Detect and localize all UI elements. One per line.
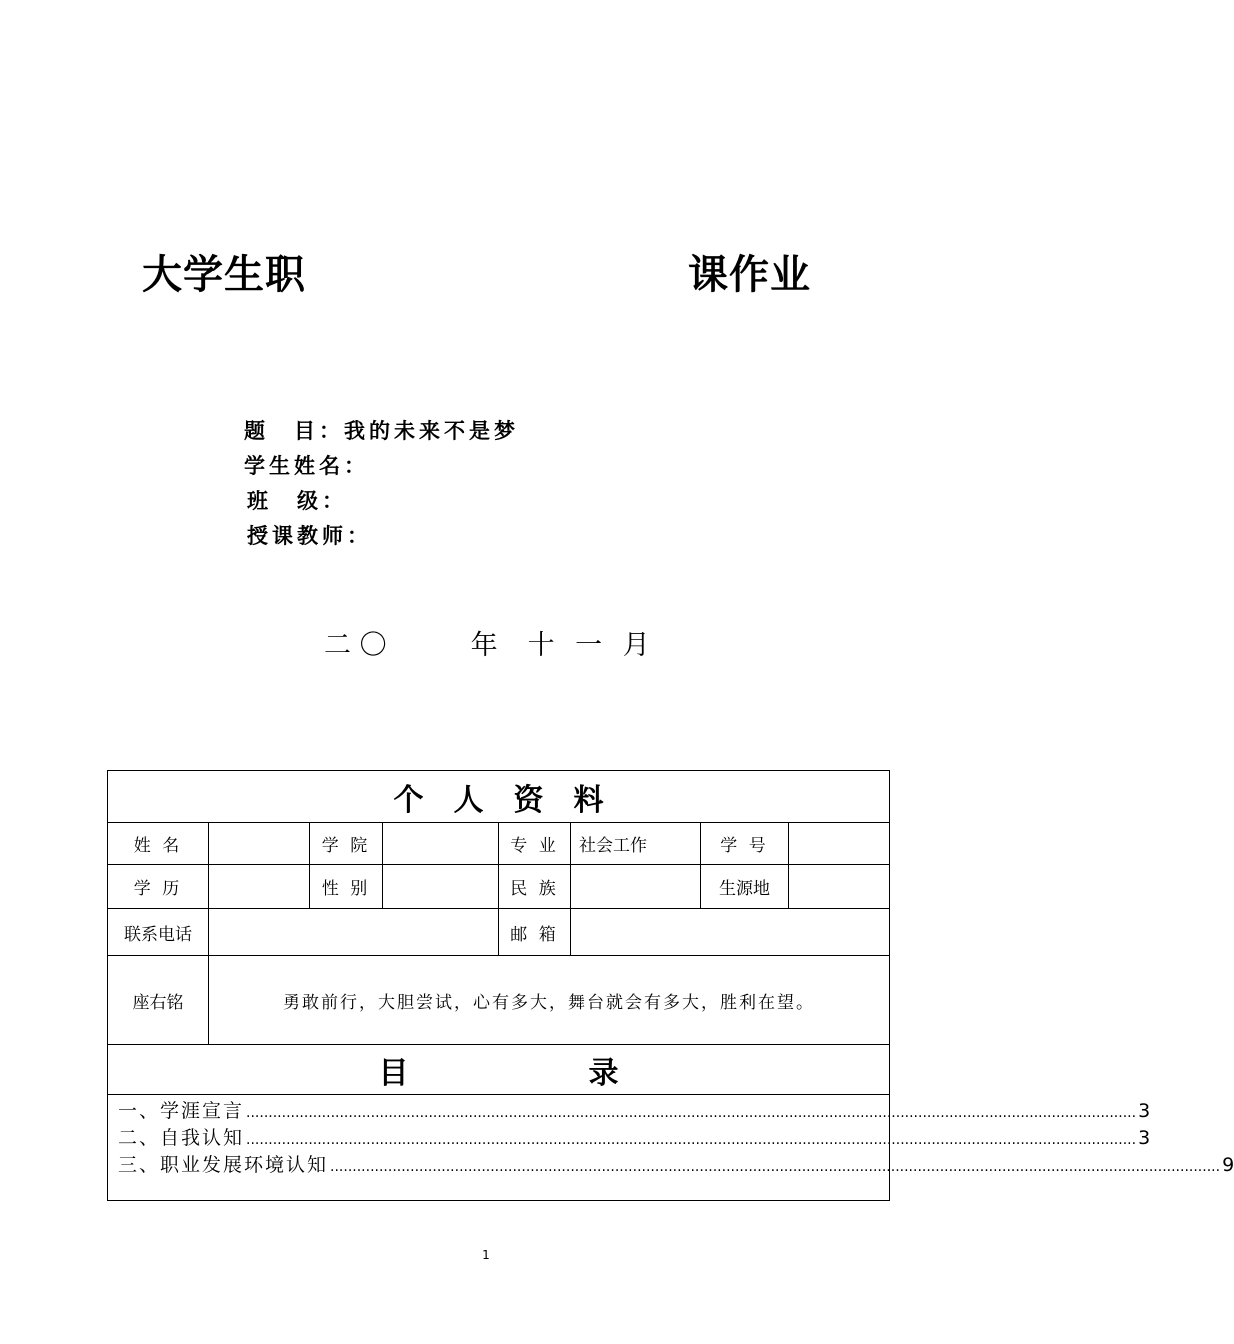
class-label: 班 级： bbox=[247, 489, 347, 513]
toc-entry-label: 三、职业发展环境认知 bbox=[118, 1154, 329, 1176]
phone-label: 联系电话 bbox=[108, 909, 209, 956]
student-name-label: 学生姓名： bbox=[244, 454, 369, 478]
toc-entry-label: 二、自我认知 bbox=[118, 1127, 245, 1149]
motto-value: 勇敢前行，大胆尝试，心有多大，舞台就会有多大，胜利在望。 bbox=[209, 956, 890, 1045]
email-label: 邮 箱 bbox=[499, 909, 571, 956]
ethnicity-value bbox=[571, 865, 701, 909]
student-name-line bbox=[244, 451, 519, 486]
teacher-label: 授课教师： bbox=[247, 524, 372, 548]
education-label: 学 历 bbox=[108, 865, 209, 909]
gender-label: 性 别 bbox=[310, 865, 383, 909]
toc-entry[interactable] bbox=[118, 1099, 1151, 1126]
motto-label: 座右铭 bbox=[108, 956, 209, 1045]
cover-info-block bbox=[244, 416, 519, 556]
name-label: 姓 名 bbox=[108, 823, 209, 865]
origin-value bbox=[789, 865, 890, 909]
class-line bbox=[244, 486, 519, 521]
topic-value: 我的未来不是梦 bbox=[344, 419, 519, 443]
college-label: 学 院 bbox=[310, 823, 383, 865]
toc-entry-page: 9 bbox=[1222, 1154, 1234, 1176]
topic-line bbox=[244, 416, 519, 451]
gender-value bbox=[383, 865, 499, 909]
origin-label: 生源地 bbox=[701, 865, 789, 909]
student-id-value bbox=[789, 823, 890, 865]
toc-leader-dots: ........................................................................................................................................................................................................ bbox=[330, 1159, 1221, 1175]
document-title-part-1: 大学生职 bbox=[142, 252, 306, 298]
date-month: 十 一 月 bbox=[527, 630, 656, 661]
toc-entry-label: 一、学涯宣言 bbox=[118, 1100, 245, 1122]
teacher-line bbox=[244, 521, 519, 556]
name-value bbox=[209, 823, 310, 865]
date-year-suffix: 年 bbox=[470, 630, 498, 661]
toc-entry[interactable] bbox=[118, 1153, 1234, 1180]
phone-value bbox=[209, 909, 499, 956]
document-title-part-2: 课作业 bbox=[688, 252, 811, 298]
topic-label: 题 目： bbox=[244, 419, 344, 443]
toc-leader-dots: ........................................................................................................................................................................................................ bbox=[246, 1105, 1137, 1121]
toc-entry-page: 3 bbox=[1138, 1127, 1151, 1149]
toc-entry[interactable] bbox=[118, 1126, 1151, 1153]
ethnicity-label: 民 族 bbox=[499, 865, 571, 909]
profile-table bbox=[107, 770, 1234, 1201]
student-id-label: 学 号 bbox=[701, 823, 789, 865]
date-year-prefix: 二 〇 bbox=[324, 630, 387, 661]
email-value bbox=[571, 909, 890, 956]
college-value bbox=[383, 823, 499, 865]
major-label: 专 业 bbox=[499, 823, 571, 865]
toc-entry-page: 3 bbox=[1138, 1100, 1151, 1122]
toc-leader-dots: ........................................................................................................................................................................................................ bbox=[246, 1132, 1137, 1148]
major-value: 社会工作 bbox=[571, 823, 701, 865]
toc-list bbox=[108, 1095, 1234, 1201]
education-value bbox=[209, 865, 310, 909]
profile-section-title: 个 人 资 料 bbox=[108, 771, 890, 823]
page-number: 1 bbox=[482, 1248, 490, 1262]
date-line bbox=[324, 628, 656, 664]
toc-section-title: 目 录 bbox=[108, 1045, 890, 1095]
